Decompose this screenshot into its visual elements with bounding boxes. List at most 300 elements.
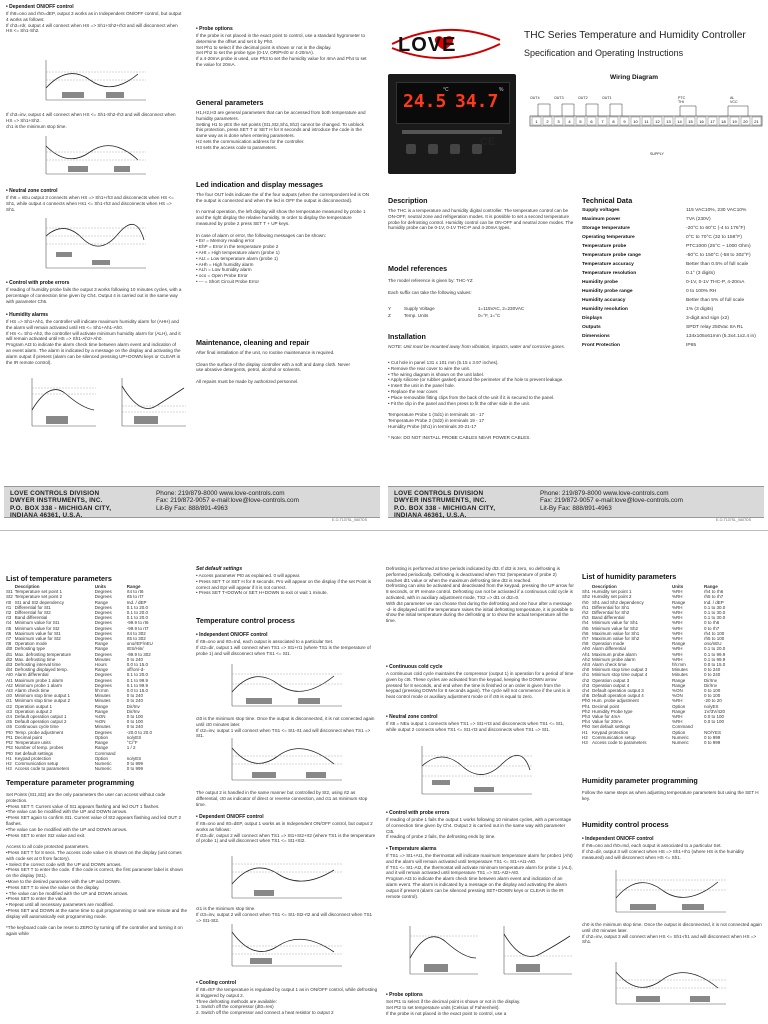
- table-cell: 0 to 100: [704, 688, 721, 694]
- table-cell: ch5: [582, 693, 590, 699]
- table-cell: rh2: [582, 610, 589, 616]
- table-cell: Dir/Inv: [704, 682, 718, 688]
- table-cell: Degrees: [94, 594, 112, 600]
- table-cell: Minutes: [672, 667, 688, 673]
- table-cell: no/yES: [126, 755, 142, 761]
- default-settings-heading: Set default settings: [196, 566, 243, 572]
- table-cell: Pt3: [6, 745, 13, 751]
- spec-label: Dimensions: [582, 334, 610, 339]
- controller-display: [396, 82, 510, 124]
- table-cell: Differential for St2: [14, 610, 51, 616]
- out2-label: OUT2: [578, 96, 588, 100]
- table-cell: Numeric: [94, 766, 112, 772]
- probe-options-heading: • Probe options: [196, 26, 233, 32]
- table-cell: 0.1 to 30.0: [704, 604, 726, 610]
- spec-label: Humidity accuracy: [582, 298, 626, 303]
- table-cell: Degrees: [94, 604, 112, 610]
- installation-heading: Installation: [388, 332, 426, 341]
- table-cell: Maximum value for St2: [14, 636, 61, 642]
- terminal-number: 19: [732, 119, 737, 124]
- table-cell: 0 to 999: [126, 766, 144, 772]
- temperature-graph-2: [214, 736, 344, 786]
- spec-label: Humidity resolution: [582, 307, 628, 312]
- table-cell: Humidity Probe type: [592, 708, 633, 714]
- table-cell: Band differential: [14, 615, 48, 621]
- table-cell: Degrees: [94, 615, 112, 621]
- column-header: Description: [14, 584, 40, 589]
- led-indication-text: The four OUT leds indicate the of the four outputs (when the correspondent led is ON the output is connected and when the led is OFF the output is disconnected). In normal operation, the left display will show the temperature measured by probe 1 and the right display the relative humidity. In order to display the temperature measured by probe 2 press SET T + UP keys. In case of alarm or error, the following messages can be shown: • Err = Memory reading error • EhP = Error in the temperature probe 2 • AHt = High temperature alarm (probe 1) • ALt = Low temperature alarm (probe 1) • AHh = High humidity alarm • ALh = Low humidity alarm • oco = Open Probe Error • --- = Short Circuit Probe Error: [196, 192, 370, 284]
- table-cell: -20 to 20: [704, 698, 722, 704]
- spec-row: [582, 332, 756, 341]
- table-cell: Range: [672, 599, 686, 605]
- table-cell: Minimum stop time output 2: [14, 698, 71, 704]
- hum-param-row: [582, 740, 727, 745]
- table-cell: Value for 4mA: [592, 714, 621, 720]
- terminal-number: 13: [666, 119, 671, 124]
- default-settings-text: • Access parameter Pt0 as explained. 0 will appear. • Press SET T or SET H for 8 seconds. Pro will appear on the display if the set Point is correct and Epr will appear if it is not correct. • Press SET T+DOWN or SET H+DOWN to exit or wait 1 minute.: [196, 573, 372, 596]
- table-cell: %RH: [672, 630, 683, 636]
- table-cell: Degrees: [94, 651, 112, 657]
- table-cell: rt4 to 302: [126, 630, 146, 636]
- terminal-number: 1: [535, 119, 538, 124]
- table-cell: rt2: [6, 610, 12, 616]
- spec-value: 1% (3 digits): [686, 307, 714, 312]
- ptc-label: PTC THI: [678, 96, 686, 104]
- table-cell: Range: [94, 641, 109, 647]
- spec-row: [582, 233, 756, 242]
- table-cell: rh0: [582, 599, 589, 605]
- table-cell: Minutes: [94, 656, 111, 662]
- independent-onoff-text-2: ct0 is the minimum stop time. Once the output is disconnected, it is not connected again until ct0 minutes later. If ct2=inv, output 1 will connect when TS1 <= St1-rt1 and will disconnect when TS1 => St1.: [196, 716, 375, 739]
- table-cell: 0.0 to 15.0: [704, 662, 726, 668]
- table-cell: Range: [94, 667, 109, 673]
- spec-row: [582, 260, 756, 269]
- table-cell: Maximum value for Sh1: [592, 630, 640, 636]
- table-cell: 0 to 999: [704, 740, 721, 746]
- cooling-control-text: If rt8=rEF the temperature is regulated by output 1 as in ON/OFF control, while defrosting is triggered by output 2. Three defrosting methods are available: 1. Switch off the compressor (dt0=res) 2. Switch off the compressor and connect a heat resistor to output 2: [196, 987, 378, 1016]
- table-cell: Keypad protection: [592, 729, 629, 735]
- spec-label: Maximum power: [582, 217, 621, 222]
- table-cell: Maximum value for Sh2: [592, 636, 640, 642]
- table-cell: Numeric: [94, 760, 112, 766]
- table-cell: Degrees: [94, 589, 112, 595]
- temp-programming-heading: Temperature parameter programming: [6, 778, 135, 787]
- table-cell: ch4: [582, 688, 590, 694]
- table-cell: Option: [94, 755, 109, 761]
- table-cell: ono/nEU: [704, 641, 722, 647]
- table-cell: Access code to parameters: [592, 740, 647, 746]
- table-cell: ono/rEF/nEU: [126, 641, 153, 647]
- table-cell: Sh1 and Sh2 dependency: [592, 599, 644, 605]
- table-cell: 0.1 to 20.0: [126, 672, 149, 678]
- table-cell: no/yES: [704, 703, 719, 709]
- table-cell: Maximum probe 1 alarm: [14, 677, 64, 683]
- spec-value: -20°C to 60°C (-4 to 176°F): [686, 226, 746, 231]
- doc-code-left: E-O-T107SL_0607DS: [332, 518, 368, 522]
- probe-options-temp-heading: • Probe options: [386, 992, 423, 998]
- table-cell: Hours: [94, 662, 107, 668]
- table-cell: ch2: [582, 677, 590, 683]
- table-cell: Ind. / dEP: [704, 599, 724, 605]
- table-cell: At1: [6, 677, 13, 683]
- table-cell: At0: [6, 672, 13, 678]
- table-cell: Degrees: [94, 677, 112, 683]
- contact-block-right: [388, 486, 764, 518]
- model-suffix-table: [388, 306, 576, 320]
- table-cell: %RH: [672, 625, 683, 631]
- model-suffix-cell: 0=°F, 1=°C: [478, 313, 501, 318]
- table-cell: Access code to parameters: [14, 766, 70, 772]
- table-cell: St1: [6, 589, 13, 595]
- table-cell: Set default settings: [14, 750, 54, 756]
- temp-param-row: [6, 766, 155, 771]
- terminal-number: 9: [623, 119, 626, 124]
- table-cell: H2: [6, 760, 12, 766]
- table-cell: 0.1 to 99.9: [126, 682, 149, 688]
- company-address: LOVE CONTROLS DIVISION DWYER INSTRUMENTS, INC. P.O. BOX 338 - MICHIGAN CITY, INDIANA 46361, U.S.A.: [10, 490, 112, 520]
- table-cell: ct1: [6, 698, 13, 704]
- continuous-cold-heading: • Continuous cold cycle: [386, 664, 443, 670]
- spec-row: [582, 296, 756, 305]
- table-cell: Default operation output 2: [14, 719, 67, 725]
- table-cell: 0.1 to 99.9: [126, 677, 149, 683]
- table-cell: Ph2: [582, 708, 591, 714]
- table-cell: Option: [672, 703, 686, 709]
- table-cell: rh4 to rh6: [704, 589, 724, 595]
- spec-row: [582, 341, 756, 350]
- table-cell: 0.1 to 20.0: [126, 615, 149, 621]
- table-cell: 0 to 999: [704, 734, 721, 740]
- table-cell: Pt0: [6, 729, 13, 735]
- model-suffix-cell: Temp. Units: [404, 313, 429, 318]
- led-indication-heading: Led indication and display messages: [196, 180, 324, 189]
- spec-label: Humidity probe: [582, 280, 618, 285]
- spec-value: 7VA (230V): [686, 217, 711, 222]
- table-cell: 0.1 to 30.0: [704, 610, 726, 616]
- table-cell: 0.0 to 15.0: [126, 688, 149, 694]
- spec-row: [582, 314, 756, 323]
- company-address-2: LOVE CONTROLS DIVISION DWYER INSTRUMENTS, INC. P.O. BOX 338 - MICHIGAN CITY, INDIANA 46361, U.S.A.: [394, 490, 496, 520]
- table-cell: rh5: [582, 625, 589, 631]
- table-cell: Degrees: [94, 625, 112, 631]
- model-suffix-cell: Z: [388, 313, 391, 318]
- terminal-number: 18: [721, 119, 726, 124]
- table-cell: Minutes: [94, 693, 111, 699]
- table-cell: Alarm differential: [592, 646, 626, 652]
- set-t-key[interactable]: [406, 144, 416, 154]
- table-cell: Minutes: [672, 672, 688, 678]
- hum-independent-heading: • Independent ON/OFF control: [582, 836, 654, 842]
- table-cell: Max. defrosting time: [14, 656, 56, 662]
- table-cell: %RH: [672, 698, 683, 704]
- temperature-unit: °C: [443, 87, 449, 93]
- spec-label: Humidity probe range: [582, 289, 633, 294]
- table-cell: dt3: [6, 662, 13, 668]
- table-cell: dt0: [6, 646, 13, 652]
- temp-params-heading: List of temperature parameters: [6, 574, 112, 583]
- model-suffix-cell: Supply Voltage: [404, 306, 435, 311]
- general-parameters-text: H1,H2,H3 are general parameters that can be accessed from both temperature and humidity parameters. Setting H1 to yES the set points (St1,St2,Sh1,Sh2) cannot be changed. To unblock this protection, press SET T or SET H for 8 seconds and introduce the code in the same way as is done when entering parameters. H2 sets the communication address for the controller. H3 sets the access code to parameters.: [196, 110, 366, 150]
- table-cell: At3: [6, 688, 13, 694]
- general-parameters-heading: General parameters: [196, 98, 264, 107]
- neutral-zone-text: If rh8 = nEu output 3 connects when HS => Sh1+rh3 and disconnects when HS <= Sh1, while output 4 connects when Hs1 <= Sh1-rh3 and disconnects when HS => Sh1.: [6, 195, 174, 212]
- table-cell: Ind. / dEP: [126, 599, 147, 605]
- table-cell: %RH: [672, 615, 683, 621]
- table-cell: ct6: [6, 724, 13, 730]
- table-cell: off/on/-d-: [126, 667, 145, 673]
- contact-block-left: [4, 486, 380, 518]
- spec-value: IP65: [686, 343, 697, 348]
- table-cell: Maximum probe alarm: [592, 651, 637, 657]
- table-cell: Operation output 3: [592, 677, 630, 683]
- maintenance-heading: Maintenance, cleaning and repair: [196, 338, 310, 347]
- table-cell: Maximum value for St1: [14, 630, 61, 636]
- model-suffix-cell: Y: [388, 306, 392, 311]
- humidity-alarm-graph-low: [100, 376, 188, 430]
- temperature-readout: 24.5: [403, 91, 447, 112]
- table-cell: 1V/3V/420: [704, 708, 726, 714]
- table-cell: Degrees: [94, 630, 112, 636]
- hum-programming-text: Follow the same steps as when adjusting temperature parameters but using the SET H key.: [582, 790, 759, 801]
- table-cell: 0 to 100: [126, 719, 144, 725]
- table-cell: rt5 to 302: [126, 636, 146, 642]
- spec-value: 0-1V, 0-1V THC-P, 4-20mA: [686, 280, 745, 285]
- table-cell: hh:mm: [672, 662, 686, 668]
- hum-graph-1: [598, 868, 728, 918]
- table-cell: Minutes: [94, 724, 111, 730]
- table-cell: %RH: [672, 589, 683, 595]
- terminal-number: 6: [590, 119, 593, 124]
- terminal-number: 11: [644, 119, 649, 124]
- table-cell: Range: [94, 599, 109, 605]
- table-cell: Alarm differential: [14, 672, 49, 678]
- company-phone-fax-2: Phone: 219/879-8000 www.love-controls.com Fax: 219/872-9057 e-mail:love@love-controls.com Lit-By Fax: 888/891-4963: [540, 490, 683, 512]
- spec-value: 0.1° (3 digits): [686, 271, 715, 276]
- table-cell: H1: [582, 729, 588, 735]
- spec-row: [582, 278, 756, 287]
- table-cell: %RH: [672, 620, 683, 626]
- table-cell: Pt2: [6, 740, 13, 746]
- continuous-cold-text: A continuous cold cycle maintains the compressor (output 1) in operation for a period of time given by ct6. These cycles are activated from the keypad, keeping the DOWN arrow pressed for 8 seconds, and end when the time is finished or an order is given from the keypad (pressing DOWN for 8 seconds again). The cycle will not commence if the unit is in heat control mode or auxiliary adjustment mode or if ct6 is equal to zero.: [386, 671, 574, 700]
- table-cell: Number of temp. probes: [14, 745, 64, 751]
- table-cell: Numeric: [672, 740, 689, 746]
- independent-onoff-text-3: The output 2 is handled in the same manner but controlled by St2, using rt2 as differential, ct0 as indicator of direct or reverse connection, and ct1 as minimum stop time.: [196, 790, 368, 807]
- terminal-number: 21: [754, 119, 759, 124]
- temp-params-table: [6, 584, 155, 771]
- table-cell: ct0: [6, 693, 13, 699]
- table-cell: Minimum value for Sh2: [592, 625, 639, 631]
- dependent-onoff-text: If rh8=ono and rh0=dEP, output 3 works as in Independent ON/OFF control, but output 4 works as follows: If ch3=rdr, output 4 will connect when HS => Sh1+Sh2+rh3 and will disconnect when HS <= Sh1-Sh2.: [6, 11, 182, 34]
- table-cell: Degrees: [94, 682, 112, 688]
- table-cell: %RH: [672, 636, 683, 642]
- table-cell: Command: [94, 750, 116, 756]
- table-cell: Default operation output 4: [592, 693, 644, 699]
- terminal-number: 14: [677, 119, 682, 124]
- table-cell: Communication setup: [592, 734, 636, 740]
- temp-alarm-graph-low: [482, 924, 574, 978]
- spec-value: 3-digit and sign (x2): [686, 316, 729, 321]
- table-cell: rt0: [6, 599, 12, 605]
- doc-subtitle: Specification and Operating Instructions: [524, 48, 684, 58]
- doc-title: THC Series Temperature and Humidity Controller: [524, 30, 746, 41]
- spec-row: [582, 251, 756, 260]
- wiring-diagram-heading: Wiring Diagram: [610, 74, 658, 81]
- humidity-alarms-heading: • Humidity alarms: [6, 312, 49, 318]
- table-cell: ch0: [582, 667, 590, 673]
- description-heading: Description: [388, 196, 428, 205]
- table-cell: -99.9 to 302: [126, 651, 151, 657]
- table-cell: 1 / 2: [126, 745, 136, 751]
- spec-row: [582, 224, 756, 233]
- humidity-alarm-graph-high: [10, 376, 98, 430]
- table-cell: 0.1 to 20.0: [126, 604, 149, 610]
- out3-label: OUT3: [554, 96, 564, 100]
- table-cell: Default operation output 3: [592, 688, 644, 694]
- table-cell: At2: [6, 682, 13, 688]
- table-cell: rh5 to 100: [704, 636, 725, 642]
- terminal-number: 4: [568, 119, 571, 124]
- table-cell: rt7: [6, 636, 12, 642]
- neutral-zone-temp-heading: • Neutral zone control: [386, 714, 438, 720]
- table-cell: Set default settings: [592, 724, 631, 730]
- table-cell: Range: [672, 682, 686, 688]
- table-cell: rh6: [582, 630, 589, 636]
- table-cell: 0.0 to 100: [704, 714, 725, 720]
- temperature-alarms-heading: • Temperature alarms: [386, 846, 437, 852]
- supply-terminal-label: AL VCC: [730, 96, 738, 104]
- table-cell: rh4: [582, 620, 589, 626]
- terminal-number: 20: [743, 119, 748, 124]
- table-cell: H2: [582, 734, 588, 740]
- up-key[interactable]: [428, 144, 438, 154]
- spec-row: [582, 242, 756, 251]
- table-cell: Range: [94, 708, 109, 714]
- terminal-number: 17: [710, 119, 715, 124]
- table-cell: Decimal point: [14, 734, 43, 740]
- table-cell: Max. defrosting temperature: [14, 651, 72, 657]
- table-cell: Degrees: [94, 729, 112, 735]
- table-cell: %RH: [672, 719, 683, 725]
- spec-value: -50°C to 150°C (-58 to 302°F): [686, 253, 751, 258]
- table-cell: Ph4: [582, 719, 591, 725]
- table-cell: 0.1 to 99.9: [704, 651, 726, 657]
- table-cell: %RH: [672, 646, 683, 652]
- table-cell: %RH: [672, 604, 683, 610]
- spec-value: Better than 5% of full scale: [686, 298, 745, 303]
- terminal-number: 3: [557, 119, 560, 124]
- table-cell: %ON: [672, 688, 683, 694]
- table-cell: ct3: [6, 708, 13, 714]
- table-cell: Ph0: [582, 724, 591, 730]
- dependent-onoff-temp-text: If rt8=ono and rt0=dEP, output 1 works as in Independent ON/OFF control, but output 2 works as follows: If ct3=dir, output 2 will connect when TS1 => St1+St2+rt2 (where TS1 is the temperature of probe 1) and will disconnect when TS1 <= St1+St2.: [196, 821, 376, 844]
- control-probe-errors-heading: • Control with probe errors: [386, 810, 450, 816]
- table-cell: Ph0: [582, 698, 591, 704]
- table-cell: ch3: [582, 682, 590, 688]
- table-cell: rh5 to rh7: [704, 594, 724, 600]
- table-cell: Option: [672, 729, 686, 735]
- table-cell: H3: [6, 766, 12, 772]
- table-cell: 0.1 to 30.0: [704, 615, 726, 621]
- neutral-zone-heading: • Neutral zone control: [6, 188, 58, 194]
- table-cell: Operation mode: [14, 641, 48, 647]
- table-cell: Minimum stop time output 1: [14, 693, 71, 699]
- company-phone-fax: Phone: 219/879-8000 www.love-controls.com Fax: 219/872-9057 e-mail:love@love-controls.com Lit-By Fax: 888/891-4963: [156, 490, 299, 512]
- table-cell: Degrees: [94, 610, 112, 616]
- hum-independent-text-2: ch0 is the minimum stop time. Once the output is disconnected, it is not connected again until ch0 minutes later. If ch2=inv, output 3 will connect when HS <= Sh1-rh1 and will disconnect when HS => Sh1.: [582, 922, 762, 945]
- spec-value: 134x105x61mm (5.3x4.1x2.4 in): [686, 334, 756, 339]
- spec-label: Operating temperature: [582, 235, 635, 240]
- hum-graph-2: [598, 960, 728, 1010]
- table-cell: Ah2: [582, 656, 591, 662]
- technical-data-heading: Technical Data: [582, 196, 633, 205]
- terminal-number: 15: [688, 119, 693, 124]
- hum-params-heading: List of humidity parameters: [582, 572, 677, 581]
- table-cell: Operation output 2: [14, 708, 53, 714]
- table-cell: 0.0 to 15.0: [126, 662, 149, 668]
- spec-label: Displays: [582, 316, 603, 321]
- table-cell: Humidity set point 1: [592, 589, 632, 595]
- spec-label: Temperature probe: [582, 244, 627, 249]
- table-cell: rt5: [6, 625, 12, 631]
- table-cell: Minimum value for Sh1: [592, 620, 639, 626]
- table-cell: rh3: [582, 615, 589, 621]
- table-cell: Minimum stop time output 4: [592, 672, 648, 678]
- table-cell: %RH: [672, 656, 683, 662]
- spec-value: 0°C to 70°C (32 to 158°F): [686, 235, 742, 240]
- probe-errors-text: If reading of humidity probe fails the output 3 works following 10 minutes cycles, with a percentage of connection time given by Ch4. Output 4 is carried out in the same way with parameter Ch5.: [6, 287, 182, 304]
- technical-data-table: [582, 206, 756, 350]
- table-cell: Sh1: [582, 589, 591, 595]
- table-cell: 0 to 240: [126, 698, 144, 704]
- spec-row: [582, 287, 756, 296]
- model-suffix-row: [388, 313, 576, 320]
- neutral-zone-temp-text: If rt8 = NEu output 1 connects when TS1 => St1+rt3 and disconnects when TS1 <= St1, while output 2 connects when TS1 <= St1-rt3 and disconnects when TS1 => St1.: [386, 721, 565, 732]
- table-cell: Ah3: [582, 662, 591, 668]
- column-header: Units: [672, 584, 684, 589]
- terminal-number: 12: [655, 119, 660, 124]
- down-key[interactable]: [450, 144, 460, 154]
- table-cell: Ah1: [582, 651, 591, 657]
- table-cell: Default operation output 1: [14, 714, 67, 720]
- humidity-readout: 34.7: [455, 91, 499, 112]
- table-cell: Differential for Sh2: [592, 610, 630, 616]
- table-cell: Continuous cycle time: [14, 724, 59, 730]
- table-cell: rES/Hin/: [126, 646, 144, 652]
- spec-row: [582, 305, 756, 314]
- table-cell: Keypad protection: [14, 755, 52, 761]
- spec-row: [582, 215, 756, 224]
- temperature-graph-1: [214, 662, 344, 712]
- table-cell: 0 to rh7: [704, 625, 720, 631]
- table-cell: 0 to 240: [126, 656, 144, 662]
- controller-photo: [388, 74, 516, 174]
- table-cell: St2: [6, 594, 13, 600]
- table-cell: Range: [672, 708, 686, 714]
- table-cell: Temperature set point 1: [14, 589, 63, 595]
- spec-label: Supply voltages: [582, 208, 620, 213]
- table-cell: Defrosting interval time: [14, 662, 61, 668]
- hum-independent-text: If rh8=ono and rh0=Ind, each output is associated to a particular Set. If ch2=dir, output 3 will connect when HS => Sh1+rh1 (where HS is the humidity measured) and will disconnect when HS <= Sh1.: [582, 843, 744, 860]
- spec-value: PTC1000 (25°C ~ 1000 Ohm): [686, 244, 751, 249]
- table-cell: Pt0: [6, 750, 13, 756]
- terminal-number: 16: [699, 119, 704, 124]
- independent-onoff-text: If rt8=ono and rt0=Ind, each output is associated to a particular Set. If ct2=dir, output 1 will connect when TS1 => St1+rt1 (where TS1 is the temperature of probe 1) and will disconnect when TS1 <= St1.: [196, 639, 371, 656]
- spec-label: Temperature accuracy: [582, 262, 634, 267]
- maintenance-text: After final installation of the unit, no routine maintenance is required. Clean the surface of the display controller with a soft and damp cloth. Never use abrasive detergents, petrol, alcohol or solvents. All repairs must be made by authorized personnel.: [196, 350, 350, 384]
- table-cell: H3: [582, 740, 588, 746]
- cooling-control-heading: • Cooling control: [196, 980, 237, 986]
- humidity-unit: %: [499, 87, 504, 93]
